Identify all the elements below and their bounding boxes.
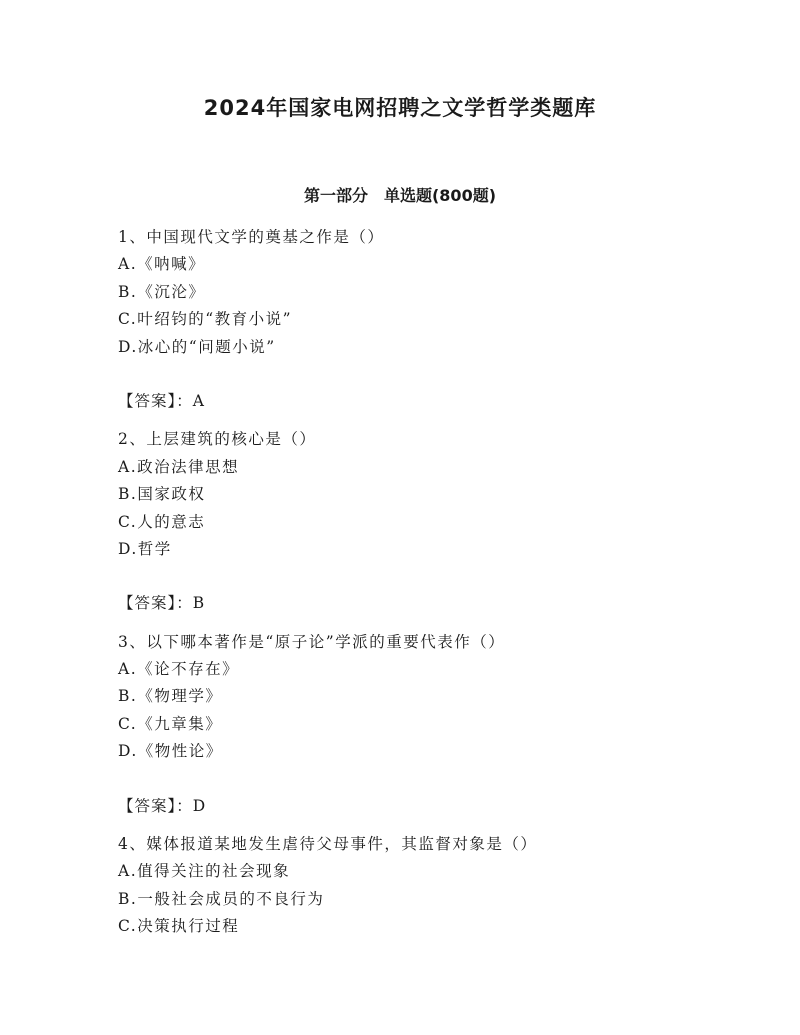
option-a: A.《论不存在》 — [118, 660, 240, 679]
question-list — [118, 224, 718, 941]
option-b: B.一般社会成员的不良行为 — [118, 889, 325, 908]
question-stem: 4、媒体报道某地发生虐待父母事件，其监督对象是（） — [118, 835, 538, 854]
option-a: A.值得关注的社会现象 — [118, 862, 291, 881]
question-item — [118, 224, 718, 415]
option-b: B.《沉沦》 — [118, 282, 206, 301]
question-item — [118, 831, 718, 941]
option-b: B.《物理学》 — [118, 687, 223, 706]
document-title: 2024年国家电网招聘之文学哲学类题库 — [203, 96, 597, 120]
option-b: B.国家政权 — [118, 485, 206, 504]
option-c: C.叶绍钧的“教育小说” — [118, 310, 293, 329]
option-d: D.冰心的“问题小说” — [118, 337, 276, 356]
option-c: C.《九章集》 — [118, 714, 223, 733]
option-c: C.人的意志 — [118, 512, 206, 531]
answer-line: 【答案】：B — [118, 594, 206, 613]
question-item — [118, 629, 718, 820]
option-c: C.决策执行过程 — [118, 917, 240, 936]
question-stem: 1、中国现代文学的奠基之作是（） — [118, 228, 385, 246]
option-a: A.《呐喊》 — [118, 255, 206, 274]
answer-line: 【答案】：A — [118, 391, 205, 410]
section-title: 第一部分 单选题(800题) — [303, 186, 497, 205]
question-item — [118, 426, 718, 617]
question-stem: 2、上层建筑的核心是（） — [118, 430, 317, 449]
question-stem: 3、以下哪本著作是“原子论”学派的重要代表作（） — [118, 632, 506, 651]
option-d: D.哲学 — [118, 539, 172, 558]
option-a: A.政治法律思想 — [118, 457, 240, 476]
option-d: D.《物性论》 — [118, 742, 223, 761]
answer-line: 【答案】：D — [118, 796, 207, 815]
